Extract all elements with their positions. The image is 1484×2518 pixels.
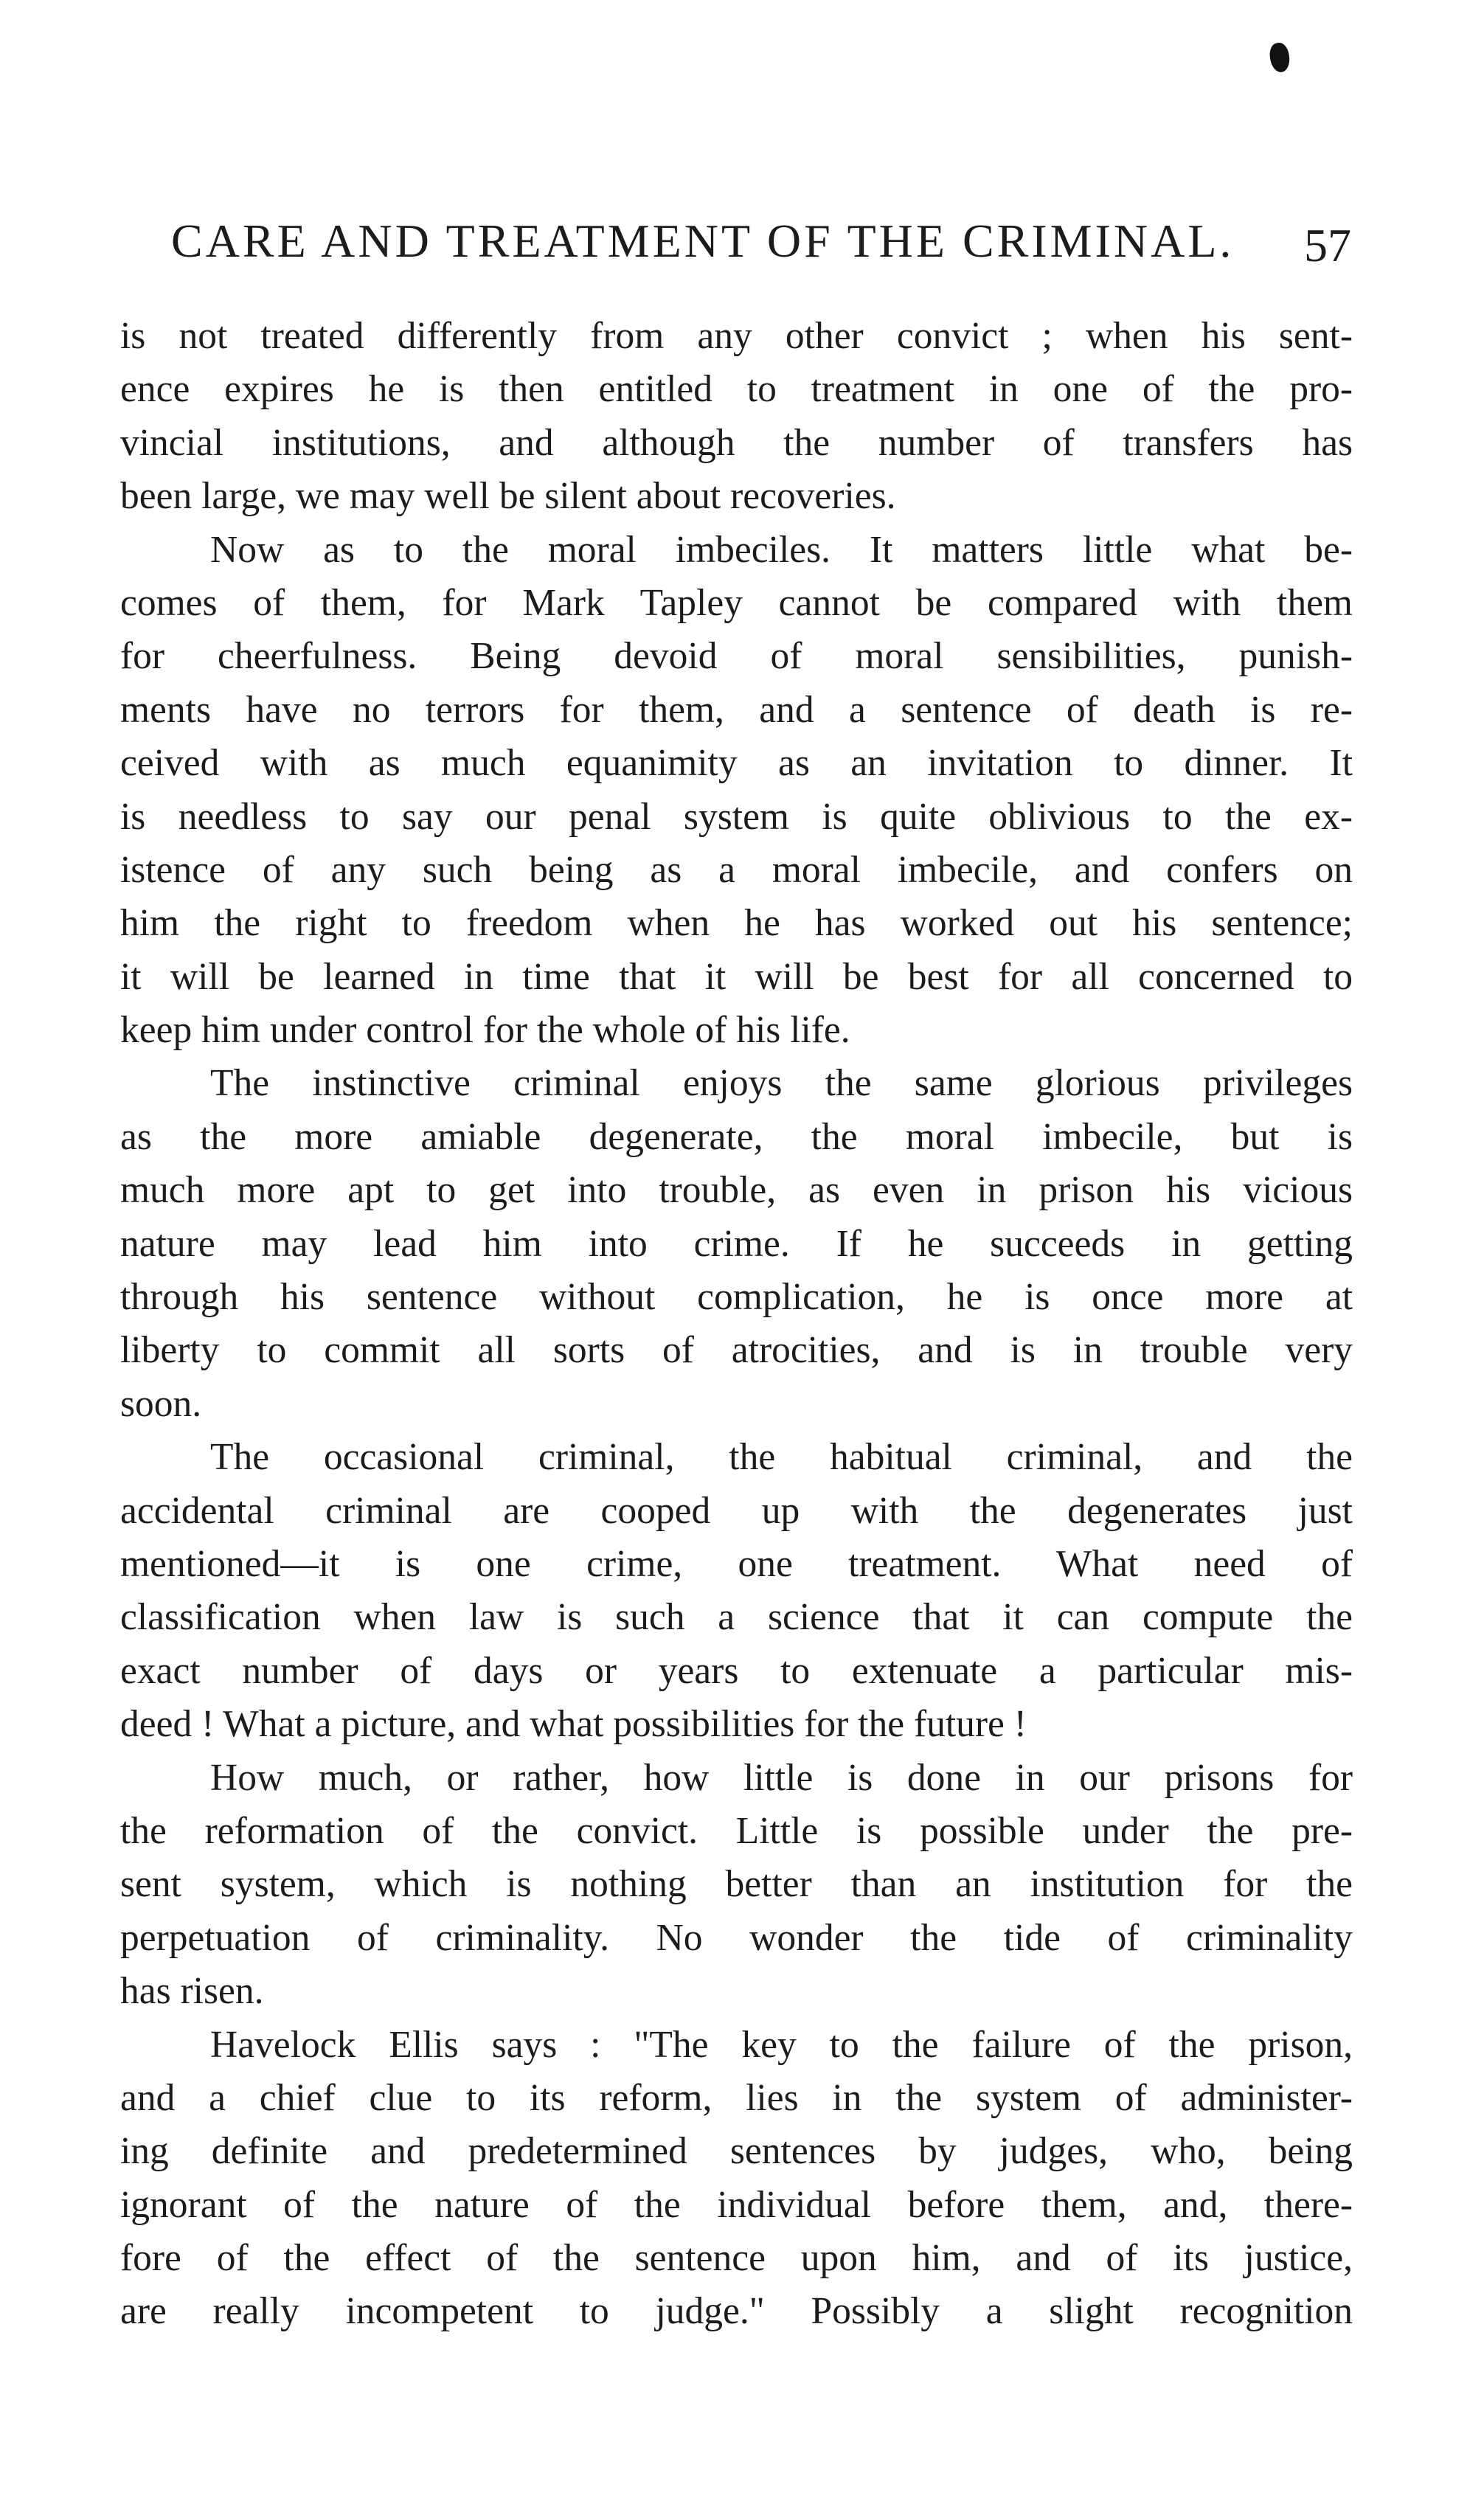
- text-line: ignorant of the nature of the individual before them, and, there-: [120, 2183, 1353, 2226]
- text-line: istence of any such being as a moral imbecile, and confers on: [120, 848, 1353, 891]
- text-line: is needless to say our penal system is quite oblivious to the ex-: [120, 795, 1353, 838]
- text-line: sent system, which is nothing better than an institution for the: [120, 1863, 1353, 1906]
- text-line: mentioned—it is one crime, one treatment. What need of: [120, 1542, 1353, 1585]
- text-line: comes of them, for Mark Tapley cannot be compared with them: [120, 581, 1353, 624]
- text-line: perpetuation of criminality. No wonder the tide of criminality: [120, 1916, 1353, 1959]
- text-line: exact number of days or years to extenuate a particular mis-: [120, 1649, 1353, 1692]
- text-line: deed ! What a picture, and what possibilities for the future !: [120, 1703, 1027, 1746]
- text-line: is not treated differently from any other convict ; when his sent-: [120, 315, 1353, 357]
- text-line: nature may lead him into crime. If he succeeds in getting: [120, 1222, 1353, 1265]
- running-head-title: CARE AND TREATMENT OF THE CRIMINAL.: [171, 215, 1235, 267]
- text-line: fore of the effect of the sentence upon him, and of its justice,: [120, 2237, 1353, 2280]
- text-line: through his sentence without complication, he is once more at: [120, 1276, 1353, 1319]
- text-line: has risen.: [120, 1970, 264, 2013]
- text-line: accidental criminal are cooped up with the degenerates just: [120, 1489, 1353, 1532]
- text-line: How much, or rather, how little is done in our prisons for: [210, 1756, 1353, 1799]
- body-text: [120, 310, 1353, 2339]
- text-line: The occasional criminal, the habitual criminal, and the: [210, 1436, 1353, 1479]
- text-line: ments have no terrors for them, and a sentence of death is re-: [120, 688, 1353, 731]
- text-line: vincial institutions, and although the number of transfers has: [120, 421, 1353, 464]
- text-line: it will be learned in time that it will be best for all concerned to: [120, 955, 1353, 998]
- text-line: Now as to the moral imbeciles. It matters little what be-: [210, 528, 1353, 571]
- running-head: [171, 215, 1351, 271]
- text-line: soon.: [120, 1382, 202, 1425]
- text-line: The instinctive criminal enjoys the same glorious privileges: [210, 1062, 1353, 1105]
- text-line: him the right to freedom when he has worked out his sentence;: [120, 902, 1353, 945]
- text-line: for cheerfulness. Being devoid of moral sensibilities, punish-: [120, 635, 1353, 678]
- printer-ornament-icon: [1268, 41, 1291, 73]
- text-line: been large, we may well be silent about recoveries.: [120, 475, 896, 518]
- text-line: are really incompetent to judge." Possibly a slight recognition: [120, 2290, 1353, 2333]
- text-line: Havelock Ellis says : "The key to the failure of the prison,: [210, 2023, 1353, 2066]
- text-line: classification when law is such a science that it can compute the: [120, 1596, 1353, 1639]
- text-line: as the more amiable degenerate, the moral imbecile, but is: [120, 1115, 1353, 1158]
- text-line: and a chief clue to its reform, lies in the system of administer-: [120, 2076, 1353, 2119]
- text-line: much more apt to get into trouble, as even in prison his vicious: [120, 1169, 1353, 1212]
- text-line: the reformation of the convict. Little is possible under the pre-: [120, 1809, 1353, 1852]
- text-line: keep him under control for the whole of his life.: [120, 1009, 850, 1052]
- page-number: 57: [1304, 219, 1351, 271]
- text-line: ceived with as much equanimity as an invitation to dinner. It: [120, 742, 1353, 785]
- text-line: ing definite and predetermined sentences by judges, who, being: [120, 2130, 1353, 2173]
- text-line: liberty to commit all sorts of atrocities, and is in trouble very: [120, 1329, 1353, 1372]
- text-line: ence expires he is then entitled to treatment in one of the pro-: [120, 368, 1353, 411]
